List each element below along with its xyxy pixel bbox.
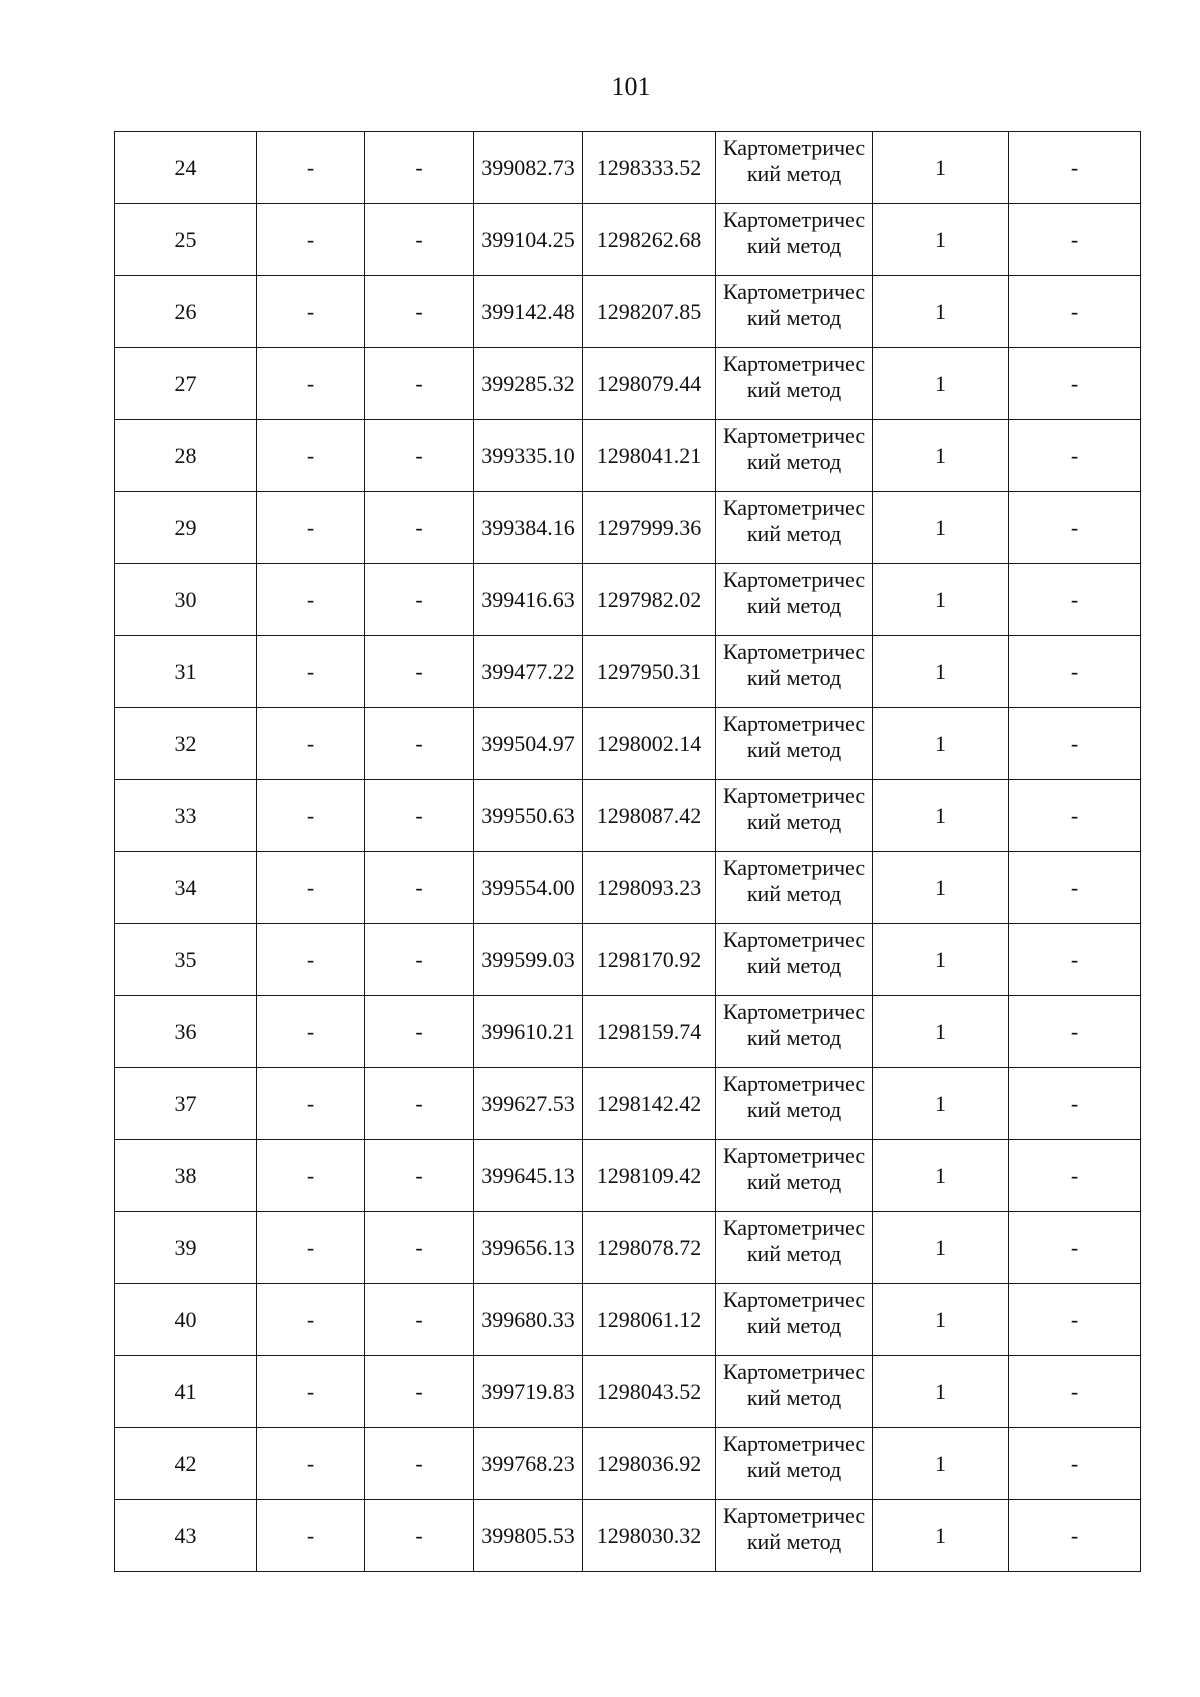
- table-row: [115, 1356, 1141, 1428]
- method-text-line2: кий метод: [746, 1097, 842, 1122]
- x-coordinate-cell: 399477.22: [474, 636, 583, 708]
- method-cell: [716, 1284, 873, 1356]
- method-cell: [716, 1500, 873, 1572]
- method-text-line1: Картометричес: [722, 1359, 866, 1384]
- y-coordinate-cell: 1298041.21: [583, 420, 716, 492]
- accuracy-cell: 1: [873, 348, 1009, 420]
- table-row: [115, 924, 1141, 996]
- x-coordinate-cell: 399504.97: [474, 708, 583, 780]
- table-row: [115, 492, 1141, 564]
- method-text-line1: Картометричес: [722, 1143, 866, 1168]
- method-text-line2: кий метод: [746, 953, 842, 978]
- method-text-line1: Картометричес: [722, 135, 866, 160]
- empty-dash-cell: -: [365, 1212, 474, 1284]
- accuracy-cell: 1: [873, 132, 1009, 204]
- empty-dash-cell: -: [365, 204, 474, 276]
- method-text-line1: Картометричес: [722, 1503, 866, 1528]
- empty-dash-cell: -: [365, 1068, 474, 1140]
- empty-dash-cell: -: [1009, 1212, 1141, 1284]
- empty-dash-cell: -: [365, 1140, 474, 1212]
- x-coordinate-cell: 399680.33: [474, 1284, 583, 1356]
- method-text-line2: кий метод: [746, 161, 842, 186]
- accuracy-cell: 1: [873, 1212, 1009, 1284]
- empty-dash-cell: -: [365, 1284, 474, 1356]
- method-text-line1: Картометричес: [722, 999, 866, 1024]
- method-text-line1: Картометричес: [722, 1071, 866, 1096]
- x-coordinate-cell: 399550.63: [474, 780, 583, 852]
- empty-dash-cell: -: [1009, 780, 1141, 852]
- empty-dash-cell: -: [1009, 1500, 1141, 1572]
- table-row: [115, 636, 1141, 708]
- empty-dash-cell: -: [257, 1212, 365, 1284]
- point-number-cell: 33: [115, 780, 257, 852]
- x-coordinate-cell: 399805.53: [474, 1500, 583, 1572]
- method-cell: [716, 1140, 873, 1212]
- method-cell: [716, 996, 873, 1068]
- empty-dash-cell: -: [257, 132, 365, 204]
- table-row: [115, 1068, 1141, 1140]
- empty-dash-cell: -: [365, 276, 474, 348]
- table-row: [115, 708, 1141, 780]
- y-coordinate-cell: 1298170.92: [583, 924, 716, 996]
- y-coordinate-cell: 1298262.68: [583, 204, 716, 276]
- empty-dash-cell: -: [257, 924, 365, 996]
- method-text-line1: Картометричес: [722, 711, 866, 736]
- method-text-line2: кий метод: [746, 233, 842, 258]
- accuracy-cell: 1: [873, 492, 1009, 564]
- point-number-cell: 36: [115, 996, 257, 1068]
- table-row: [115, 852, 1141, 924]
- empty-dash-cell: -: [1009, 132, 1141, 204]
- x-coordinate-cell: 399082.73: [474, 132, 583, 204]
- x-coordinate-cell: 399416.63: [474, 564, 583, 636]
- point-number-cell: 43: [115, 1500, 257, 1572]
- y-coordinate-cell: 1298078.72: [583, 1212, 716, 1284]
- empty-dash-cell: -: [1009, 492, 1141, 564]
- x-coordinate-cell: 399384.16: [474, 492, 583, 564]
- empty-dash-cell: -: [257, 708, 365, 780]
- point-number-cell: 24: [115, 132, 257, 204]
- accuracy-cell: 1: [873, 276, 1009, 348]
- x-coordinate-cell: 399627.53: [474, 1068, 583, 1140]
- empty-dash-cell: -: [365, 492, 474, 564]
- y-coordinate-cell: 1297982.02: [583, 564, 716, 636]
- empty-dash-cell: -: [257, 780, 365, 852]
- table-row: [115, 204, 1141, 276]
- x-coordinate-cell: 399142.48: [474, 276, 583, 348]
- method-text-line1: Картометричес: [722, 423, 866, 448]
- point-number-cell: 37: [115, 1068, 257, 1140]
- method-text-line2: кий метод: [746, 1169, 842, 1194]
- method-text-line1: Картометричес: [722, 927, 866, 952]
- empty-dash-cell: -: [1009, 1428, 1141, 1500]
- y-coordinate-cell: 1298087.42: [583, 780, 716, 852]
- method-cell: [716, 1212, 873, 1284]
- accuracy-cell: 1: [873, 636, 1009, 708]
- table-row: [115, 420, 1141, 492]
- empty-dash-cell: -: [365, 708, 474, 780]
- accuracy-cell: 1: [873, 708, 1009, 780]
- x-coordinate-cell: 399599.03: [474, 924, 583, 996]
- empty-dash-cell: -: [257, 1500, 365, 1572]
- method-cell: [716, 780, 873, 852]
- method-cell: [716, 924, 873, 996]
- empty-dash-cell: -: [1009, 924, 1141, 996]
- table-row: [115, 780, 1141, 852]
- method-cell: [716, 492, 873, 564]
- x-coordinate-cell: 399610.21: [474, 996, 583, 1068]
- empty-dash-cell: -: [365, 1428, 474, 1500]
- table-row: [115, 132, 1141, 204]
- method-text-line2: кий метод: [746, 665, 842, 690]
- accuracy-cell: 1: [873, 996, 1009, 1068]
- empty-dash-cell: -: [1009, 1356, 1141, 1428]
- method-text-line2: кий метод: [746, 377, 842, 402]
- method-text-line1: Картометричес: [722, 855, 866, 880]
- method-text-line1: Картометричес: [722, 567, 866, 592]
- point-number-cell: 27: [115, 348, 257, 420]
- method-text-line2: кий метод: [746, 881, 842, 906]
- empty-dash-cell: -: [365, 564, 474, 636]
- empty-dash-cell: -: [257, 1428, 365, 1500]
- x-coordinate-cell: 399656.13: [474, 1212, 583, 1284]
- method-text-line2: кий метод: [746, 1241, 842, 1266]
- method-cell: [716, 1428, 873, 1500]
- empty-dash-cell: -: [257, 492, 365, 564]
- empty-dash-cell: -: [365, 780, 474, 852]
- table-row: [115, 1500, 1141, 1572]
- method-text-line1: Картометричес: [722, 783, 866, 808]
- point-number-cell: 30: [115, 564, 257, 636]
- accuracy-cell: 1: [873, 204, 1009, 276]
- accuracy-cell: 1: [873, 924, 1009, 996]
- accuracy-cell: 1: [873, 1068, 1009, 1140]
- y-coordinate-cell: 1298079.44: [583, 348, 716, 420]
- y-coordinate-cell: 1298159.74: [583, 996, 716, 1068]
- empty-dash-cell: -: [257, 996, 365, 1068]
- empty-dash-cell: -: [365, 636, 474, 708]
- empty-dash-cell: -: [1009, 1140, 1141, 1212]
- method-cell: [716, 348, 873, 420]
- table-row: [115, 276, 1141, 348]
- method-cell: [716, 564, 873, 636]
- empty-dash-cell: -: [1009, 420, 1141, 492]
- y-coordinate-cell: 1298061.12: [583, 1284, 716, 1356]
- empty-dash-cell: -: [1009, 564, 1141, 636]
- empty-dash-cell: -: [1009, 348, 1141, 420]
- empty-dash-cell: -: [257, 1068, 365, 1140]
- method-cell: [716, 852, 873, 924]
- table-row: [115, 1428, 1141, 1500]
- empty-dash-cell: -: [257, 204, 365, 276]
- coordinates-table: [114, 131, 1141, 1572]
- accuracy-cell: 1: [873, 564, 1009, 636]
- point-number-cell: 31: [115, 636, 257, 708]
- table-body: [115, 132, 1141, 1572]
- empty-dash-cell: -: [365, 996, 474, 1068]
- empty-dash-cell: -: [257, 1284, 365, 1356]
- empty-dash-cell: -: [365, 1356, 474, 1428]
- y-coordinate-cell: 1298030.32: [583, 1500, 716, 1572]
- y-coordinate-cell: 1298093.23: [583, 852, 716, 924]
- accuracy-cell: 1: [873, 1284, 1009, 1356]
- empty-dash-cell: -: [1009, 1068, 1141, 1140]
- accuracy-cell: 1: [873, 1140, 1009, 1212]
- accuracy-cell: 1: [873, 1500, 1009, 1572]
- x-coordinate-cell: 399104.25: [474, 204, 583, 276]
- y-coordinate-cell: 1297950.31: [583, 636, 716, 708]
- empty-dash-cell: -: [257, 564, 365, 636]
- point-number-cell: 25: [115, 204, 257, 276]
- method-text-line2: кий метод: [746, 1313, 842, 1338]
- y-coordinate-cell: 1298002.14: [583, 708, 716, 780]
- y-coordinate-cell: 1298142.42: [583, 1068, 716, 1140]
- y-coordinate-cell: 1298036.92: [583, 1428, 716, 1500]
- empty-dash-cell: -: [1009, 636, 1141, 708]
- method-text-line2: кий метод: [746, 1385, 842, 1410]
- point-number-cell: 41: [115, 1356, 257, 1428]
- table-row: [115, 564, 1141, 636]
- empty-dash-cell: -: [365, 420, 474, 492]
- empty-dash-cell: -: [1009, 1284, 1141, 1356]
- method-text-line2: кий метод: [746, 593, 842, 618]
- x-coordinate-cell: 399719.83: [474, 1356, 583, 1428]
- accuracy-cell: 1: [873, 780, 1009, 852]
- method-cell: [716, 420, 873, 492]
- empty-dash-cell: -: [257, 348, 365, 420]
- empty-dash-cell: -: [365, 1500, 474, 1572]
- empty-dash-cell: -: [365, 852, 474, 924]
- method-cell: [716, 636, 873, 708]
- accuracy-cell: 1: [873, 420, 1009, 492]
- point-number-cell: 29: [115, 492, 257, 564]
- method-text-line1: Картометричес: [722, 1431, 866, 1456]
- method-text-line1: Картометричес: [722, 639, 866, 664]
- y-coordinate-cell: 1298333.52: [583, 132, 716, 204]
- x-coordinate-cell: 399335.10: [474, 420, 583, 492]
- method-cell: [716, 132, 873, 204]
- table-row: [115, 1284, 1141, 1356]
- method-text-line1: Картометричес: [722, 279, 866, 304]
- method-text-line1: Картометричес: [722, 1215, 866, 1240]
- y-coordinate-cell: 1298109.42: [583, 1140, 716, 1212]
- point-number-cell: 40: [115, 1284, 257, 1356]
- method-text-line2: кий метод: [746, 1457, 842, 1482]
- table-row: [115, 1212, 1141, 1284]
- page-number: 101: [611, 72, 651, 101]
- empty-dash-cell: -: [1009, 852, 1141, 924]
- method-text-line2: кий метод: [746, 1529, 842, 1554]
- method-text-line2: кий метод: [746, 1025, 842, 1050]
- empty-dash-cell: -: [257, 420, 365, 492]
- empty-dash-cell: -: [257, 1140, 365, 1212]
- y-coordinate-cell: 1298043.52: [583, 1356, 716, 1428]
- accuracy-cell: 1: [873, 1356, 1009, 1428]
- method-text-line2: кий метод: [746, 809, 842, 834]
- accuracy-cell: 1: [873, 1428, 1009, 1500]
- empty-dash-cell: -: [365, 924, 474, 996]
- x-coordinate-cell: 399285.32: [474, 348, 583, 420]
- method-text-line2: кий метод: [746, 449, 842, 474]
- point-number-cell: 28: [115, 420, 257, 492]
- empty-dash-cell: -: [365, 348, 474, 420]
- empty-dash-cell: -: [1009, 708, 1141, 780]
- empty-dash-cell: -: [1009, 204, 1141, 276]
- method-cell: [716, 708, 873, 780]
- x-coordinate-cell: 399554.00: [474, 852, 583, 924]
- method-text-line1: Картометричес: [722, 495, 866, 520]
- empty-dash-cell: -: [257, 276, 365, 348]
- method-text-line1: Картометричес: [722, 207, 866, 232]
- method-text-line1: Картометричес: [722, 1287, 866, 1312]
- empty-dash-cell: -: [1009, 276, 1141, 348]
- method-cell: [716, 1356, 873, 1428]
- point-number-cell: 35: [115, 924, 257, 996]
- table-row: [115, 996, 1141, 1068]
- empty-dash-cell: -: [1009, 996, 1141, 1068]
- point-number-cell: 38: [115, 1140, 257, 1212]
- point-number-cell: 42: [115, 1428, 257, 1500]
- method-cell: [716, 1068, 873, 1140]
- point-number-cell: 32: [115, 708, 257, 780]
- accuracy-cell: 1: [873, 852, 1009, 924]
- method-text-line2: кий метод: [746, 737, 842, 762]
- empty-dash-cell: -: [257, 852, 365, 924]
- table-row: [115, 1140, 1141, 1212]
- method-cell: [716, 276, 873, 348]
- empty-dash-cell: -: [257, 1356, 365, 1428]
- point-number-cell: 26: [115, 276, 257, 348]
- y-coordinate-cell: 1297999.36: [583, 492, 716, 564]
- method-text-line1: Картометричес: [722, 351, 866, 376]
- method-cell: [716, 204, 873, 276]
- x-coordinate-cell: 399645.13: [474, 1140, 583, 1212]
- method-text-line2: кий метод: [746, 305, 842, 330]
- table-row: [115, 348, 1141, 420]
- point-number-cell: 39: [115, 1212, 257, 1284]
- empty-dash-cell: -: [257, 636, 365, 708]
- x-coordinate-cell: 399768.23: [474, 1428, 583, 1500]
- point-number-cell: 34: [115, 852, 257, 924]
- method-text-line2: кий метод: [746, 521, 842, 546]
- empty-dash-cell: -: [365, 132, 474, 204]
- y-coordinate-cell: 1298207.85: [583, 276, 716, 348]
